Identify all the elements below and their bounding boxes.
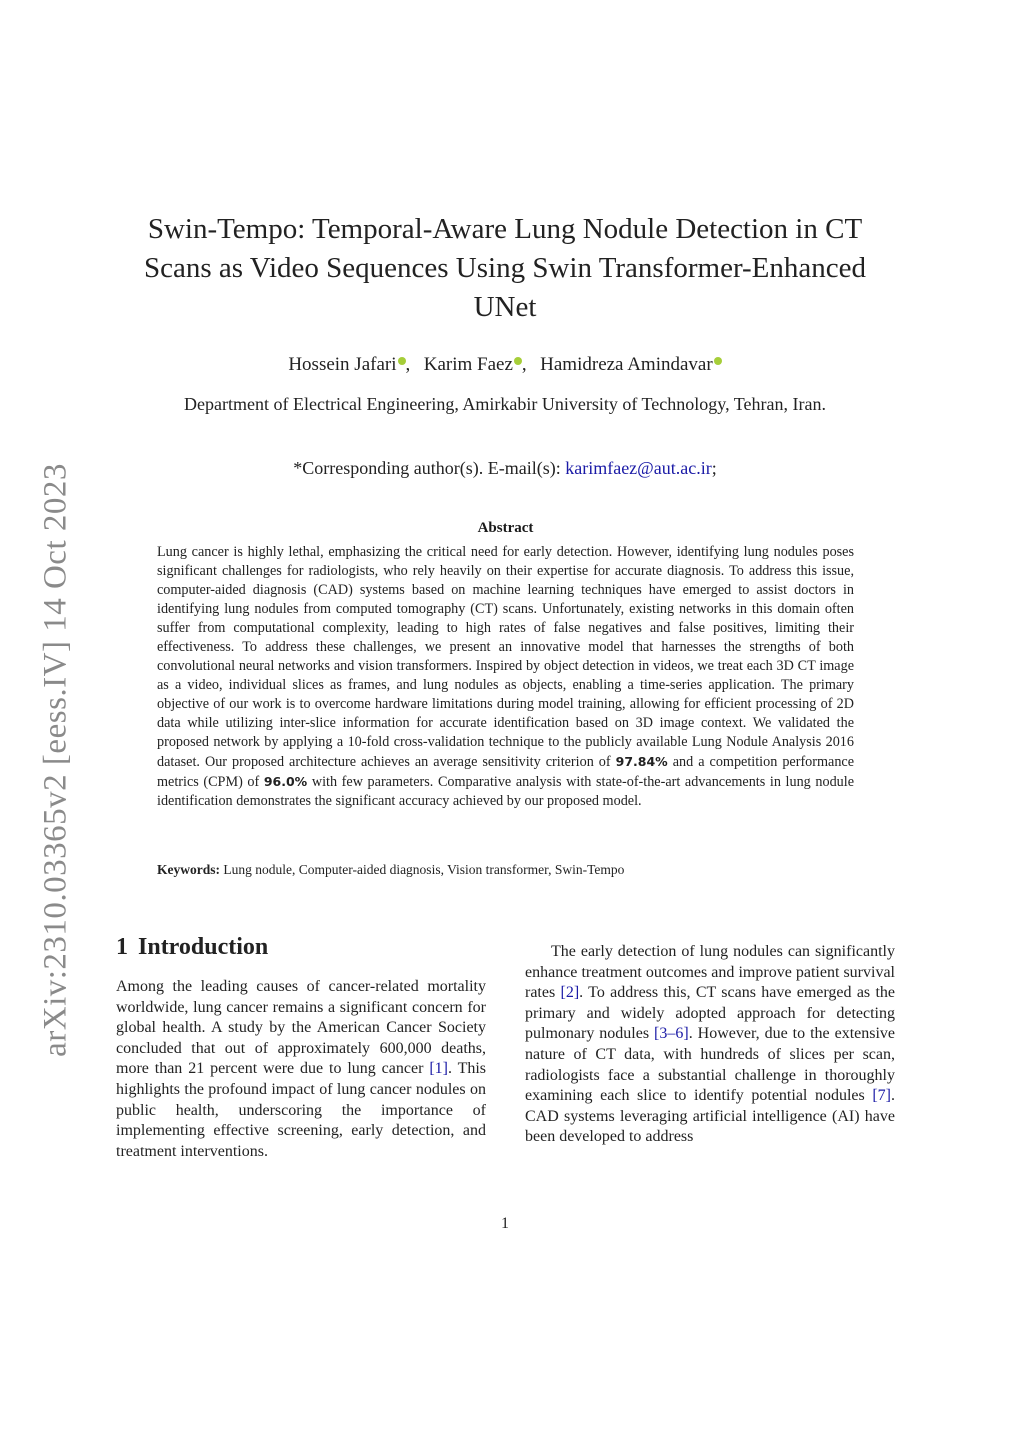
abstract-heading: Abstract [477,520,534,536]
citation-link[interactable]: [3–6] [654,1025,689,1043]
cpm-value: 96.0% [263,774,308,789]
author-name[interactable]: Hamidreza Amindavar [540,354,713,375]
keywords-label: Keywords: [157,862,220,877]
abstract-text-part: Lung cancer is highly lethal, emphasizing the critical need for early detection. However, identifying lung nodules poses significant challenges for radiologists, who rely heavily on their expertise for accurate diagnosis. To address this issue, computer-aided diagnosis (CAD) systems based on machine learning techniques have emerged to assist doctors in identifying lung nodules from computed tomography (CT) scans. Unfortunately, existing networks in this domain often suffer from computational complexity, leading to high rates of false negatives and false positives, limiting their effectiveness. To address these challenges, we present an innovative model that harnesses the strengths of both convolutional neural networks and vision transformers. Inspired by object detection in videos, we treat each 3D CT image as a video, individual slices as frames, and lung nodules as objects, enabling a time-series application. The primary objective of our work is to overcome hardware limitations during model training, allowing for efficient processing of 2D data while utilizing inter-slice information for accurate identification based on 3D image context. We validated the proposed network by applying a 10-fold cross-validation technique to the publicly available Lung Nodule Analysis 2016 dataset. Our proposed architecture achieves an average sensitivity criterion of [157,544,854,770]
citation-link[interactable]: [2] [560,984,580,1002]
body-text: The early detection of lung nodules can significantly enhance treatment outcomes and improve patient survival rates [525,943,895,1002]
corresponding-prefix: *Corresponding author(s). E-mail(s): [293,458,566,478]
body-text: Among the leading causes of cancer-related mortality worldwide, lung cancer remains a significant concern for global health. A study by the American Cancer Society concluded that out of approximately 600,000 deaths, more than 21 percent were due to lung cancer [116,978,486,1078]
orcid-icon[interactable] [714,357,722,365]
sensitivity-value: 97.84% [615,754,668,769]
page-number: 1 [501,1215,509,1232]
body-text: . This highlights the profound impact of lung cancer nodules on public health, underscoring the importance of implementing effective screening, early detection, and treatment interventions. [116,1060,487,1160]
keywords [157,862,854,878]
citation-link[interactable]: [1] [429,1060,448,1078]
corresponding-suffix: ; [711,458,717,478]
abstract-text-part: with few parameters. Comparative analysis with state-of-the-art advancements in lung nodule identification demonstrates the significant accuracy achieved by our proposed model. [157,774,854,809]
abstract-text-part: and a competition performance metrics (CPM) of [157,754,855,790]
keywords-text: Lung nodule, Computer-aided diagnosis, Vision transformer, Swin-Tempo [220,862,625,877]
affiliation: Department of Electrical Engineering, Amirkabir University of Technology, Tehran, Iran. [184,394,826,414]
section-number: 1 [116,934,128,960]
corresponding-author [100,458,910,479]
title-line: Swin-Tempo: Temporal-Aware Lung Nodule Detection in CT [147,213,863,245]
author-name[interactable]: Karim Faez [423,354,513,375]
intro-left-column [116,977,486,1162]
abstract-text [157,543,854,811]
section-heading [116,934,268,961]
body-text: . CAD systems leveraging artificial intelligence (AI) have been developed to address [525,1087,895,1146]
title-line: UNet [473,291,537,323]
author-list: Hossein Jafari , Karim Faez , Hamidreza Amindavar [100,354,910,376]
paper-title [120,210,890,327]
body-text: . To address this, CT scans have emerged as the primary and widely adopted approach for detecting pulmonary nodules [525,984,896,1043]
author-name[interactable]: Hossein Jafari [288,354,397,375]
orcid-icon[interactable] [398,357,406,365]
citation-link[interactable]: [7] [872,1087,891,1105]
title-line: Scans as Video Sequences Using Swin Transformer-Enhanced [143,252,867,284]
section-title: Introduction [138,934,269,960]
orcid-icon[interactable] [514,357,522,365]
email-link[interactable]: karimfaez@aut.ac.ir [565,458,712,478]
body-text: . However, due to the extensive nature of CT data, with hundreds of slices per scan, radiologists face a substantial challenge in thoroughly examining each slice to identify potential nodules [525,1025,896,1105]
arxiv-identifier: arXiv:2310.03365v2 [eess.IV] 14 Oct 2023 [37,463,74,1057]
intro-right-column [525,942,895,1148]
